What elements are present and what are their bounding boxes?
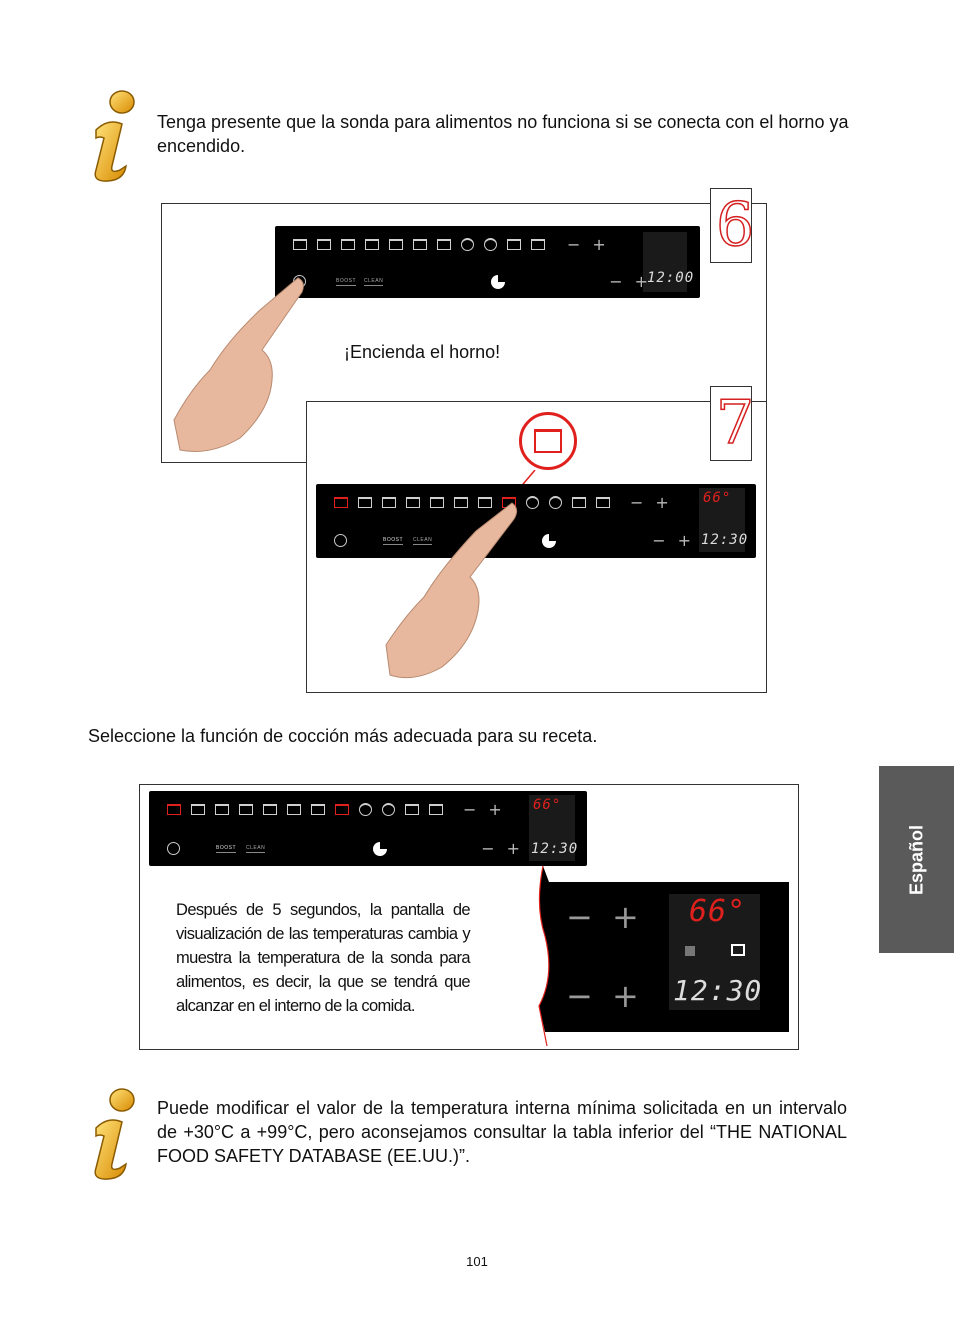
minus-button[interactable]: − (609, 272, 623, 291)
plus-button[interactable]: + (677, 531, 692, 550)
minus-button[interactable]: − (567, 235, 581, 254)
plus-button[interactable]: + (655, 493, 669, 512)
plus-button-large[interactable]: + (612, 898, 639, 936)
power-icon[interactable] (334, 534, 347, 547)
minus-button[interactable]: − (463, 800, 477, 819)
hand-pointer-icon (380, 495, 530, 685)
probe-explanation: Después de 5 segundos, la pantalla de visualización de las temperaturas cambia y muestra la temperatura de la sonda para alimentos, es decir, la que se tendrá que alcanzar en el interno de la comida. (176, 901, 470, 1015)
plus-button[interactable]: + (634, 272, 649, 291)
function-icon[interactable] (437, 239, 451, 250)
clean-label[interactable]: CLEAN (413, 536, 433, 543)
time-display: 12:30 (701, 532, 749, 548)
time-display: 12:30 (531, 841, 579, 857)
minus-button[interactable]: − (481, 839, 495, 858)
hand-pointer-icon (170, 270, 320, 460)
fan-function-icon[interactable] (359, 803, 372, 816)
function-icon[interactable] (317, 239, 331, 250)
function-icon[interactable] (389, 239, 403, 250)
plus-button[interactable]: + (488, 800, 502, 819)
page-number: 101 (466, 1254, 488, 1269)
unlock-icon (731, 944, 745, 956)
function-icon[interactable] (167, 804, 181, 815)
fan-function-icon[interactable] (549, 496, 562, 509)
plus-button-large[interactable]: + (612, 977, 639, 1015)
function-icon[interactable] (531, 239, 545, 250)
temperature-display: 66° (703, 490, 732, 506)
minus-button-large[interactable]: − (566, 977, 593, 1015)
function-icon[interactable] (263, 804, 277, 815)
function-icon[interactable] (287, 804, 301, 815)
large-display (669, 894, 763, 1010)
minus-button[interactable]: − (652, 531, 666, 550)
function-icon[interactable] (358, 497, 372, 508)
power-icon[interactable] (167, 842, 180, 855)
instruction-text: Seleccione la función de cocción más adecuada para su receta. (88, 726, 598, 746)
minus-button[interactable]: − (630, 493, 644, 512)
boost-label[interactable]: BOOST (383, 536, 404, 543)
boost-label[interactable]: BOOST (216, 844, 237, 851)
timer-icon[interactable] (491, 275, 505, 289)
info-icon (86, 1086, 142, 1182)
function-icon[interactable] (413, 239, 427, 250)
time-display: 12:00 (647, 270, 695, 286)
function-icon[interactable] (215, 804, 229, 815)
plus-button[interactable]: + (506, 839, 521, 858)
language-tab-label: Español (906, 824, 926, 895)
timer-icon[interactable] (542, 534, 556, 548)
fan-function-icon[interactable] (484, 238, 497, 251)
function-icon[interactable] (239, 804, 253, 815)
step-6-badge (710, 188, 755, 263)
plus-button[interactable]: + (592, 235, 606, 254)
large-time-display: 12:30 (673, 974, 763, 1007)
function-icon[interactable] (596, 497, 610, 508)
function-icon[interactable] (429, 804, 443, 815)
boost-label[interactable]: BOOST (336, 277, 357, 284)
timer-icon[interactable] (373, 842, 387, 856)
top-note-text: Tenga presente que la sonda para alimentos no funciona si se conecta con el horno ya encendido. (157, 112, 849, 156)
function-icon[interactable] (311, 804, 325, 815)
function-icon[interactable] (293, 239, 307, 250)
large-temperature-display: 66° (689, 894, 747, 929)
control-panel-step6 (275, 226, 700, 298)
clean-label[interactable]: CLEAN (246, 844, 266, 851)
step-number: 6 (716, 190, 755, 260)
function-icon[interactable] (341, 239, 355, 250)
function-icon[interactable] (572, 497, 586, 508)
step-number: 7 (716, 388, 755, 458)
info-icon (86, 88, 142, 184)
language-tab (879, 766, 954, 953)
function-icon[interactable] (507, 239, 521, 250)
minus-button-large[interactable]: − (566, 898, 593, 936)
clean-label[interactable]: CLEAN (364, 277, 384, 284)
selected-function-icon[interactable] (335, 804, 349, 815)
function-icon[interactable] (405, 804, 419, 815)
function-icon[interactable] (334, 497, 348, 508)
lock-icon (685, 946, 695, 956)
zoomed-function-icon (519, 412, 577, 470)
fan-function-icon[interactable] (382, 803, 395, 816)
fan-function-icon[interactable] (461, 238, 474, 251)
function-icon[interactable] (365, 239, 379, 250)
control-panel-bottom (149, 791, 587, 866)
function-icon[interactable] (191, 804, 205, 815)
step-7-badge (710, 386, 755, 461)
bottom-note-text: Puede modificar el valor de la temperatura interna mínima solicitada en un intervalo de +30°C a +99°C, pero aconsejamos consultar la tabla inferior del “THE NATIONAL FOOD SAFETY DATABASE (EE.UU.)”. (157, 1098, 847, 1166)
step-6-caption: ¡Encienda el horno! (344, 342, 501, 362)
temperature-display: 66° (533, 797, 562, 813)
